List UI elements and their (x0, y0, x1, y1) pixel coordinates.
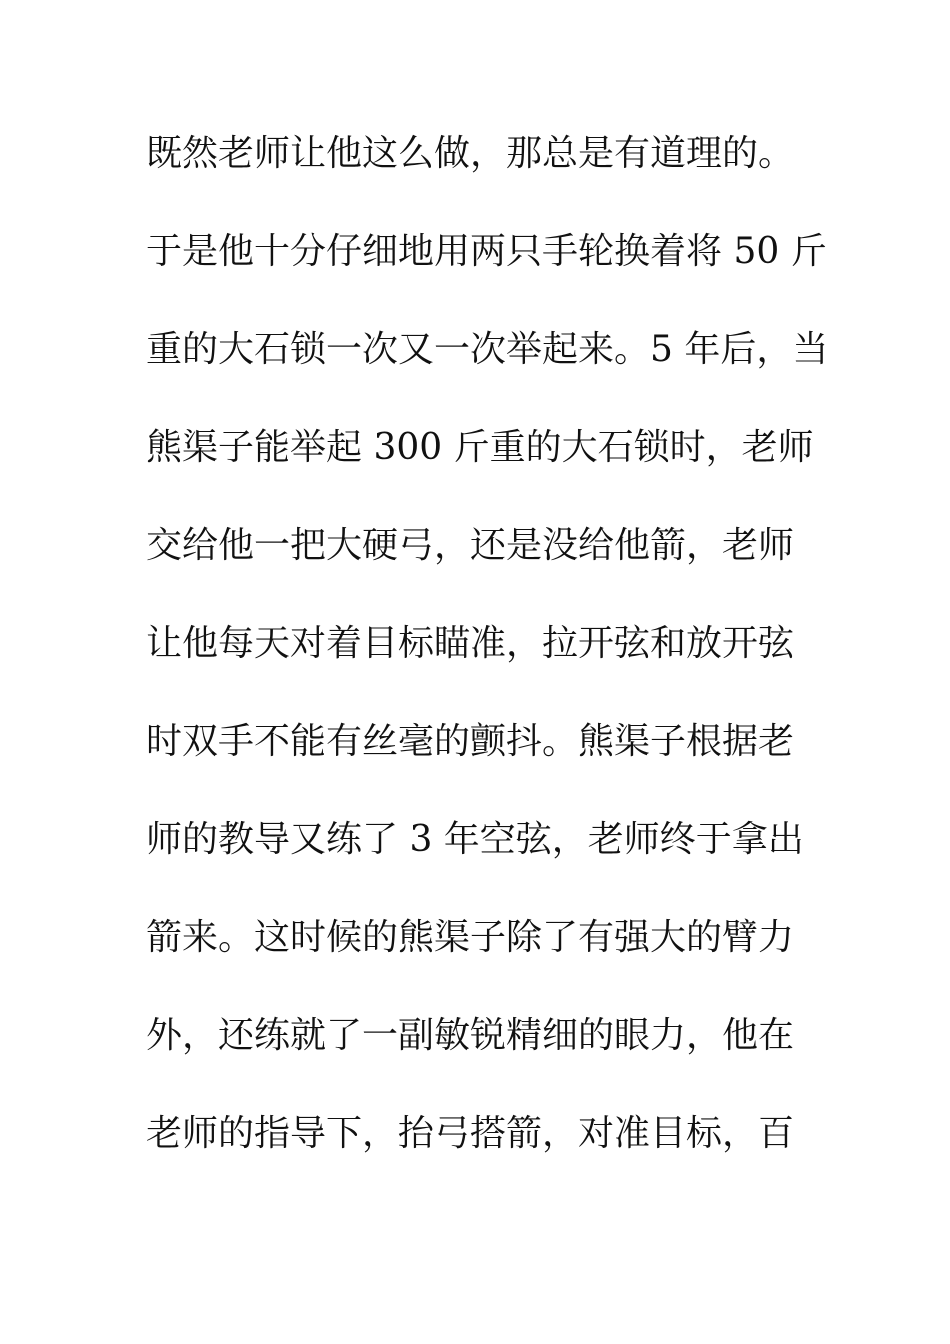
body-text (146, 124, 829, 1202)
text-line-8: 师的教导又练了 3 年空弦，老师终于拿出 (146, 819, 804, 860)
text-line-11: 老师的指导下，抬弓搭箭，对准目标，百 (146, 1113, 795, 1154)
text-line-9: 箭来。这时候的熊渠子除了有强大的臂力 (146, 917, 795, 958)
text-line-2: 于是他十分仔细地用两只手轮换着将 50 斤 (146, 231, 827, 272)
text-line-5: 交给他一把大硬弓，还是没给他箭，老师 (146, 525, 795, 566)
text-line-7: 时双手不能有丝毫的颤抖。熊渠子根据老 (146, 721, 795, 762)
text-line-6: 让他每天对着目标瞄准，拉开弦和放开弦 (146, 623, 795, 664)
text-line-4: 熊渠子能举起 300 斤重的大石锁时，老师 (146, 427, 814, 468)
text-line-3: 重的大石锁一次又一次举起来。5 年后，当 (146, 329, 829, 370)
text-line-10: 外，还练就了一副敏锐精细的眼力，他在 (146, 1015, 795, 1056)
text-line-1: 既然老师让他这么做，那总是有道理的。 (146, 133, 795, 174)
